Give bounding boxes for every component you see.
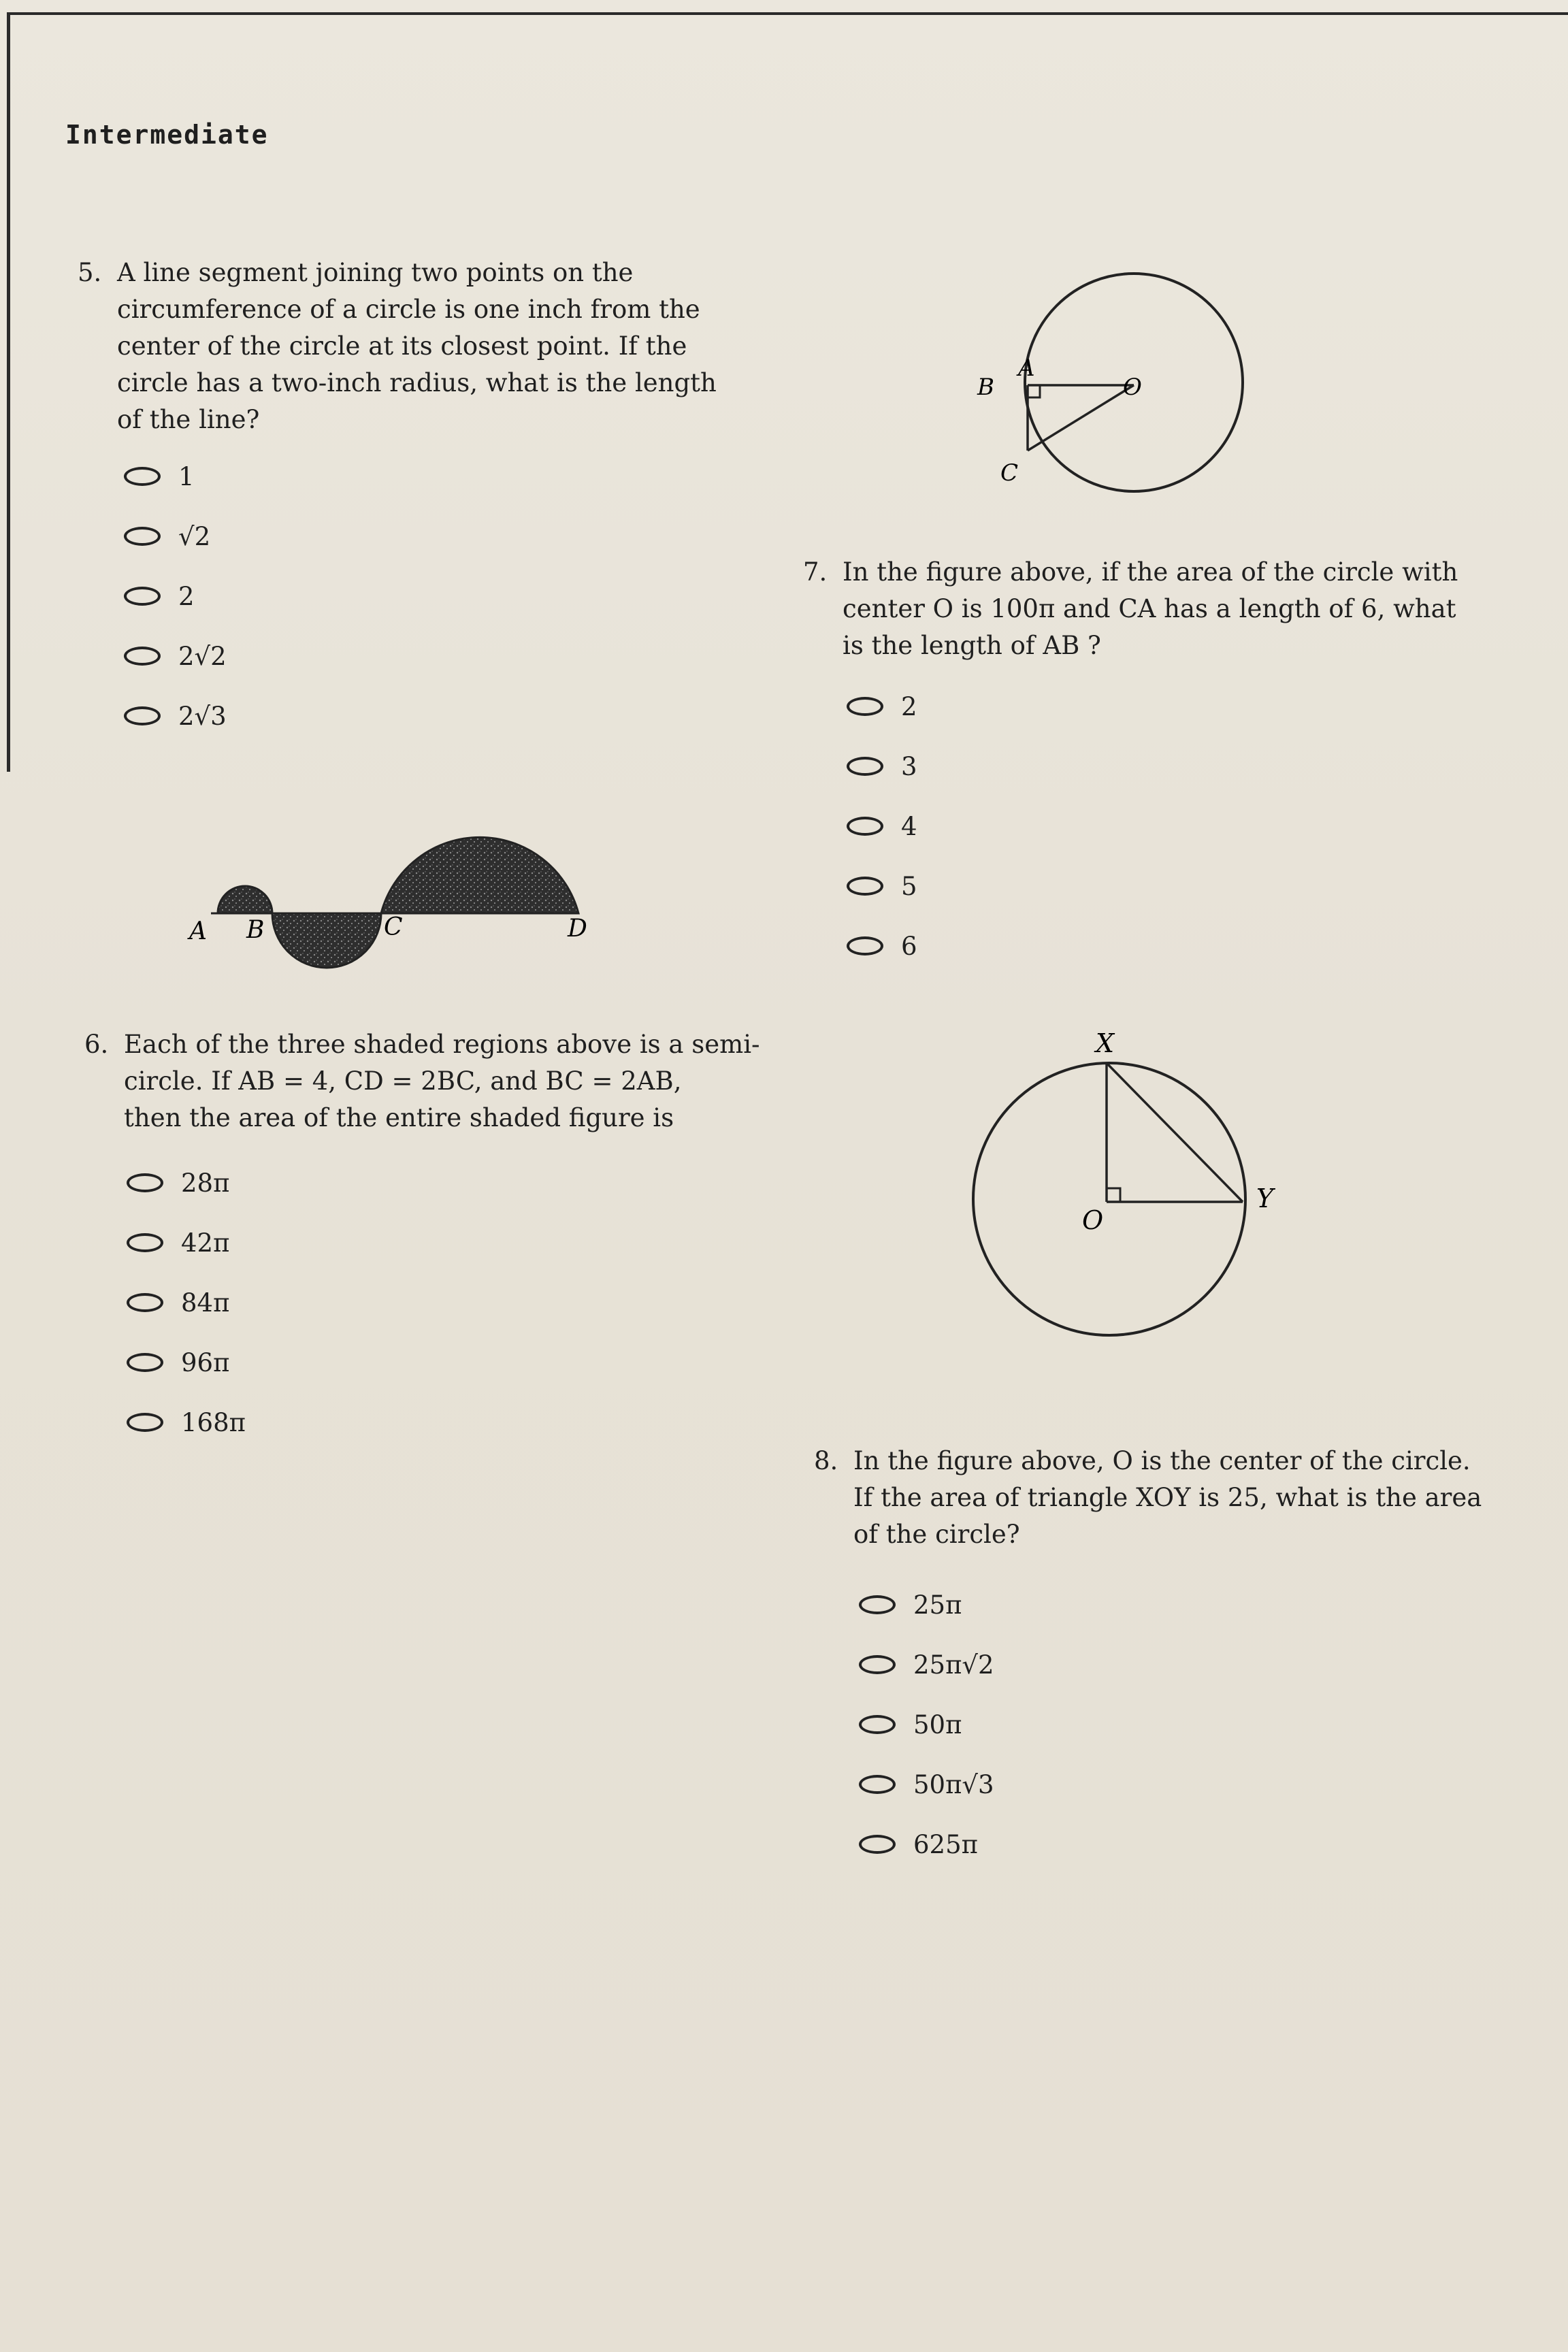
point-label-c: C bbox=[384, 913, 403, 941]
answer-bubble-icon[interactable] bbox=[847, 817, 883, 836]
answer-bubble-icon[interactable] bbox=[847, 936, 883, 956]
answer-bubble-icon[interactable] bbox=[124, 467, 161, 486]
point-label-y: Y bbox=[1256, 1183, 1274, 1213]
answer-choice[interactable] bbox=[127, 1273, 246, 1333]
answer-bubble-icon[interactable] bbox=[859, 1715, 896, 1734]
choice-label: 1 bbox=[178, 461, 195, 491]
page-border-left bbox=[7, 12, 10, 772]
point-label-o: O bbox=[1123, 374, 1142, 401]
question-text-line: In the figure above, O is the center of the circle. bbox=[853, 1446, 1471, 1475]
answer-bubble-icon[interactable] bbox=[859, 1775, 896, 1794]
segment-oc bbox=[1028, 385, 1134, 451]
page-border-top bbox=[7, 12, 1568, 15]
answer-bubble-icon[interactable] bbox=[127, 1173, 163, 1192]
choice-label: 42π bbox=[181, 1228, 230, 1258]
right-angle-marker bbox=[1107, 1188, 1120, 1202]
question-text-line: of the line? bbox=[117, 405, 260, 434]
answer-choice[interactable] bbox=[127, 1392, 246, 1452]
answer-choice[interactable] bbox=[859, 1575, 994, 1635]
question-number: 5. bbox=[78, 258, 102, 287]
point-label-b: B bbox=[977, 374, 994, 401]
question-text-line: then the area of the entire shaded figure is bbox=[124, 1103, 674, 1132]
choice-label: 2 bbox=[178, 581, 195, 611]
answer-bubble-icon[interactable] bbox=[847, 877, 883, 896]
question-text-line: of the circle? bbox=[853, 1520, 1020, 1549]
answer-bubble-icon[interactable] bbox=[127, 1293, 163, 1312]
choices-q5 bbox=[124, 446, 227, 746]
choices-q6 bbox=[127, 1153, 246, 1452]
answer-choice[interactable] bbox=[127, 1153, 246, 1213]
answer-bubble-icon[interactable] bbox=[127, 1233, 163, 1252]
answer-bubble-icon[interactable] bbox=[847, 697, 883, 716]
choice-label: 84π bbox=[181, 1288, 230, 1318]
answer-bubble-icon[interactable] bbox=[859, 1655, 896, 1674]
question-text-line: is the length of AB ? bbox=[843, 631, 1101, 660]
question-text-line: If the area of triangle XOY is 25, what is the area bbox=[853, 1483, 1482, 1512]
question-number: 7. bbox=[803, 557, 828, 587]
segment-xy bbox=[1107, 1063, 1243, 1202]
answer-choice[interactable] bbox=[847, 856, 917, 916]
question-7 bbox=[803, 554, 1458, 664]
answer-choice[interactable] bbox=[847, 676, 917, 736]
question-5 bbox=[78, 255, 717, 438]
choice-label: 25π√2 bbox=[913, 1650, 994, 1680]
point-label-c: C bbox=[1000, 459, 1019, 487]
question-text-line: center O is 100π and CA has a length of 6, what bbox=[843, 594, 1456, 623]
choice-label: 96π bbox=[181, 1348, 230, 1377]
question-text-line: circle. If AB = 4, CD = 2BC, and BC = 2AB, bbox=[124, 1066, 682, 1096]
section-heading: Intermediate bbox=[65, 120, 269, 150]
point-label-a: A bbox=[1018, 355, 1035, 382]
choice-label: 2 bbox=[901, 691, 917, 721]
answer-choice[interactable] bbox=[124, 686, 227, 746]
question-text-line: circle has a two-inch radius, what is the length bbox=[117, 368, 717, 397]
answer-bubble-icon[interactable] bbox=[124, 647, 161, 666]
semicircles-figure bbox=[170, 796, 619, 973]
question-text-line: A line segment joining two points on the bbox=[117, 258, 634, 287]
question-8 bbox=[814, 1443, 1482, 1553]
answer-bubble-icon[interactable] bbox=[859, 1595, 896, 1614]
choice-label: 2√2 bbox=[178, 641, 227, 671]
question-text-line: In the figure above, if the area of the circle with bbox=[843, 557, 1458, 587]
answer-choice[interactable] bbox=[124, 506, 227, 566]
question-number: 6. bbox=[84, 1030, 109, 1059]
answer-choice[interactable] bbox=[859, 1814, 994, 1874]
choices-q7 bbox=[847, 676, 917, 976]
answer-bubble-icon[interactable] bbox=[124, 527, 161, 546]
answer-choice[interactable] bbox=[124, 446, 227, 506]
right-angle-marker bbox=[1028, 385, 1040, 397]
answer-choice[interactable] bbox=[847, 736, 917, 796]
medium-semicircle bbox=[272, 913, 381, 968]
answer-bubble-icon[interactable] bbox=[847, 757, 883, 776]
choice-label: 168π bbox=[181, 1407, 246, 1437]
answer-choice[interactable] bbox=[859, 1695, 994, 1754]
answer-choice[interactable] bbox=[847, 916, 917, 976]
answer-bubble-icon[interactable] bbox=[859, 1835, 896, 1854]
answer-choice[interactable] bbox=[127, 1333, 246, 1392]
circle-o bbox=[973, 1063, 1245, 1335]
choice-label: 50π√3 bbox=[913, 1769, 994, 1799]
choice-label: 3 bbox=[901, 751, 917, 781]
point-label-b: B bbox=[246, 916, 265, 944]
large-semicircle bbox=[381, 837, 578, 913]
choice-label: 2√3 bbox=[178, 701, 227, 731]
answer-choice[interactable] bbox=[127, 1213, 246, 1273]
answer-choice[interactable] bbox=[124, 566, 227, 626]
choice-label: 28π bbox=[181, 1168, 230, 1198]
answer-bubble-icon[interactable] bbox=[127, 1353, 163, 1372]
choice-label: 4 bbox=[901, 811, 917, 841]
answer-choice[interactable] bbox=[847, 796, 917, 856]
choice-label: 5 bbox=[901, 871, 917, 901]
question-text-line: circumference of a circle is one inch from the bbox=[117, 295, 700, 324]
question-text-line: Each of the three shaded regions above is a semi- bbox=[124, 1030, 760, 1059]
answer-bubble-icon[interactable] bbox=[124, 587, 161, 606]
small-semicircle bbox=[218, 886, 272, 913]
point-label-d: D bbox=[568, 915, 587, 943]
choice-label: √2 bbox=[178, 521, 211, 551]
choice-label: 625π bbox=[913, 1829, 978, 1859]
answer-bubble-icon[interactable] bbox=[127, 1413, 163, 1432]
question-6 bbox=[84, 1026, 760, 1137]
answer-choice[interactable] bbox=[859, 1754, 994, 1814]
choices-q8 bbox=[859, 1575, 994, 1874]
point-label-x: X bbox=[1096, 1028, 1115, 1058]
circle-figure-q7 bbox=[960, 259, 1245, 504]
question-number: 8. bbox=[814, 1446, 838, 1475]
choice-label: 50π bbox=[913, 1710, 962, 1740]
answer-bubble-icon[interactable] bbox=[124, 706, 161, 725]
answer-choice[interactable] bbox=[859, 1635, 994, 1695]
circle-figure-q8 bbox=[953, 1021, 1293, 1348]
question-text-line: center of the circle at its closest point. If the bbox=[117, 331, 687, 361]
point-label-o: O bbox=[1082, 1205, 1104, 1235]
answer-choice[interactable] bbox=[124, 626, 227, 686]
choice-label: 6 bbox=[901, 931, 917, 961]
point-label-a: A bbox=[189, 917, 207, 945]
choice-label: 25π bbox=[913, 1590, 962, 1620]
